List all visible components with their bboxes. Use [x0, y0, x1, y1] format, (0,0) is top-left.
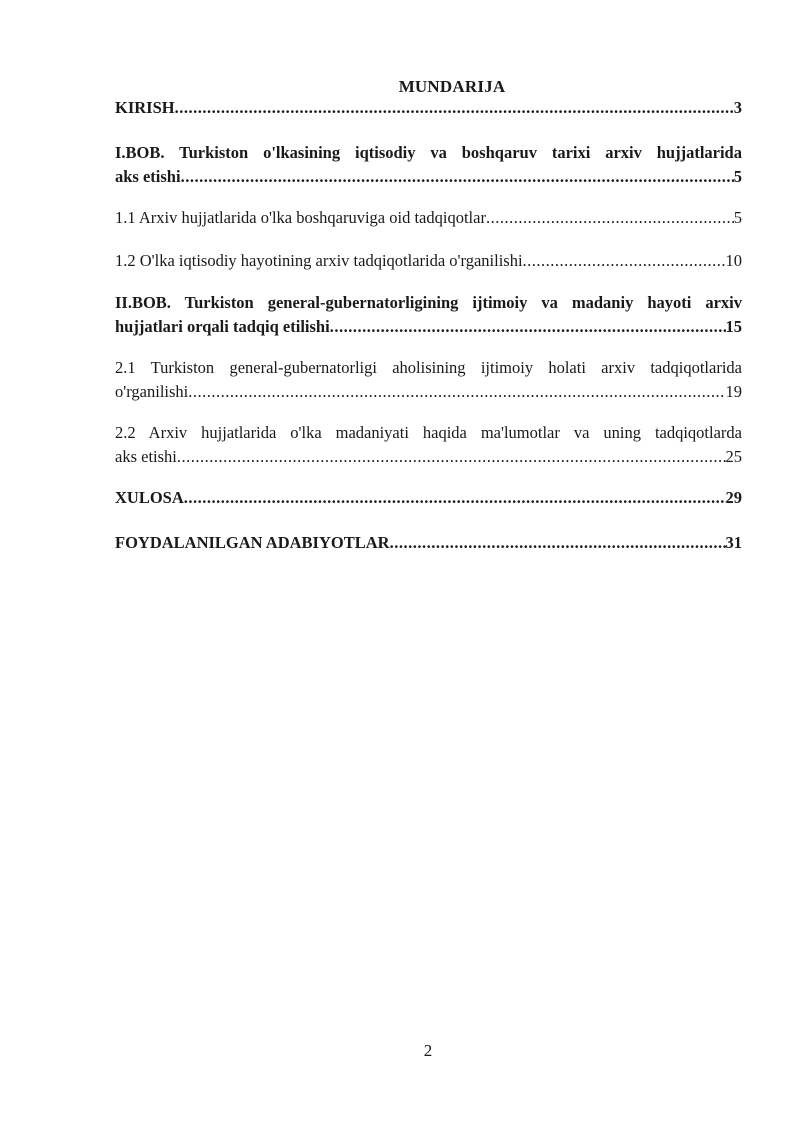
dot-leader — [177, 445, 726, 469]
dot-leader — [390, 531, 726, 555]
toc-entry-xulosa[interactable] — [115, 486, 742, 510]
toc-page-number: 5 — [733, 208, 742, 227]
toc-page-number: 19 — [725, 382, 742, 401]
toc-page-number: 10 — [725, 251, 742, 270]
toc-page-number: 15 — [725, 317, 742, 336]
toc-entry-text: FOYDALANILGAN ADABIYOTLAR — [115, 533, 390, 552]
toc-entry-text: KIRISH — [115, 98, 175, 117]
toc-entry-section-2-1[interactable] — [115, 356, 742, 404]
toc-entry-text-line1: II.BOB. Turkiston general-gubernatorligining ijtimoiy va madaniy hayoti arxiv — [115, 293, 742, 312]
toc-page-number: 29 — [725, 488, 742, 507]
dot-leader — [486, 206, 734, 230]
toc-entry-text: aks etishi — [115, 447, 177, 466]
dot-leader — [184, 486, 726, 510]
toc-entry-text-line1: 2.2 Arxiv hujjatlarida o'lka madaniyati haqida ma'lumotlar va uning tadqiqotlarda — [115, 423, 742, 442]
toc-entry-chapter-2[interactable] — [115, 291, 742, 339]
toc-page-number: 3 — [733, 98, 742, 117]
toc-entry-section-2-2[interactable] — [115, 421, 742, 469]
toc-entry-section-1-2[interactable] — [115, 249, 742, 273]
toc-entry-section-1-1[interactable] — [115, 206, 742, 230]
dot-leader — [181, 165, 734, 189]
toc-entry-chapter-1[interactable] — [115, 141, 742, 189]
toc-entry-text: 1.1 Arxiv hujjatlarida o'lka boshqaruviga oid tadqiqotlar — [115, 208, 486, 227]
toc-entry-text: o'rganilishi — [115, 382, 189, 401]
toc-page-number: 5 — [733, 167, 742, 186]
toc-page-number: 31 — [725, 533, 742, 552]
dot-leader — [175, 96, 734, 120]
toc-entry-text: hujjatlari orqali tadqiq etilishi — [115, 317, 330, 336]
toc-entry-kirish[interactable] — [115, 96, 742, 120]
dot-leader — [188, 380, 725, 404]
toc-entry-text-line1: I.BOB. Turkiston o'lkasining iqtisodiy va boshqaruv tarixi arxiv hujjatlarida — [115, 143, 742, 162]
toc-entry-text: aks etishi — [115, 167, 181, 186]
toc-entry-text: 1.2 O'lka iqtisodiy hayotining arxiv tadqiqotlarida o'rganilishi — [115, 251, 523, 270]
toc-entry-text-line1: 2.1 Turkiston general-gubernatorligi aholisining ijtimoiy holati arxiv tadqiqotlarida — [115, 358, 742, 377]
toc-entry-text: XULOSA — [115, 488, 184, 507]
dot-leader — [330, 315, 726, 339]
toc-entry-bibliography[interactable] — [115, 531, 742, 555]
toc-page-number: 25 — [725, 447, 742, 466]
dot-leader — [523, 249, 726, 273]
page-title: MUNDARIJA — [398, 77, 506, 96]
page-number: 2 — [423, 1041, 433, 1060]
